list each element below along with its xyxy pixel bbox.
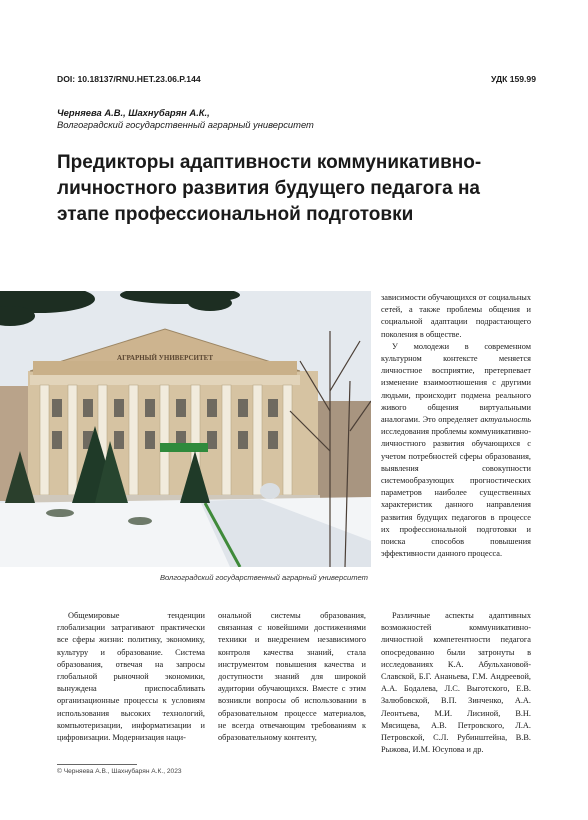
paragraph: Общемировые тенденции глобализации затрагивают практически все сферы жизни: политику, экономику, культуру и образование. Система образования, отвечая на запросы глобальной рыночной экономики, вынуждена приспосабливать организационные процессы к условиям использования высоких технологий, компьютеризации, информатизации и цифровизации. Модернизация наци- — [57, 611, 205, 743]
affiliation: Волгоградский государственный аграрный университет — [57, 119, 314, 130]
text-run: У молодежи в современном культурном контексте меняется личностное восприятие, претерпевает изменение взаимоотношения с другими людьми, происходит подмена реального живого общения виртуальными аналогами. Это определяет — [381, 341, 531, 425]
footnote-divider — [57, 764, 137, 765]
paragraph: зависимости обучающихся от социальных сетей, а также проблемы общения и социальной адаптации подрастающего поколения в обществе. — [381, 293, 531, 339]
paragraph: ональной системы образования, связанная с новейшими достижениями техники и внедрением независимого контроля качества знаний, стала инструментом повышения качества и доступности знаний для широкой аудитории обучающихся. Вместе с этим возникли вопросы об использовании в образовательном процессе материалов, не всегда отвечающим требованиям к образовательному контенту, — [218, 611, 366, 743]
copyright-note: © Черняева А.В., Шахнубарян А.К., 2023 — [57, 768, 182, 775]
doi-label: DOI: 10.18137/RNU.HET.23.06.P.144 — [57, 74, 201, 84]
paragraph — [381, 341, 531, 561]
emphasis: актуальность — [480, 415, 531, 425]
text-column-2 — [218, 610, 366, 744]
text-column-right — [381, 292, 531, 560]
article-title: Предикторы адаптивности коммуникативно-личностного развития будущего педагога на этапе профессиональной подготовки — [57, 152, 482, 225]
text-column-1 — [57, 610, 205, 744]
photo-caption: Волгоградский государственный аграрный университет — [159, 573, 368, 582]
udk-label: УДК 159.99 — [491, 74, 536, 84]
building-sign: АГРАРНЫЙ УНИВЕРСИТЕТ — [117, 354, 213, 362]
text-column-3 — [381, 610, 531, 756]
text-run: исследования проблемы коммуникативно-личностного развития обучающихся с учетом потребностей сферы образования, выявления совокупности системообразующих прогностических параметров наиболее существенных характеристик данного направления развития будущих педагогов в процессе их профессиональной подготовки и поиска способов повышения эффективности данного процесса. — [381, 427, 531, 559]
university-photo — [0, 291, 371, 567]
authors: Черняева А.В., Шахнубарян А.К., — [57, 107, 210, 118]
paragraph: Различные аспекты адаптивных возможностей коммуникативно-личностной компетентности педагога опосредованно были затронуты в исследованиях К.А. Абульхановой-Славской, Б.Г. Ананьева, Г.М. Андреевой, А.А. Бодалева, Л.С. Выготского, Е.В. Залюбовской, В.П. Зинченко, А.А. Леонтьева, М.И. Лисиной, В.Н. Мясищева, А.В. Петровского, Л.А. Петровской, С.Л. Рубинштейна, В.В. Рыжова, И.М. Юсупова и др. — [381, 611, 531, 755]
